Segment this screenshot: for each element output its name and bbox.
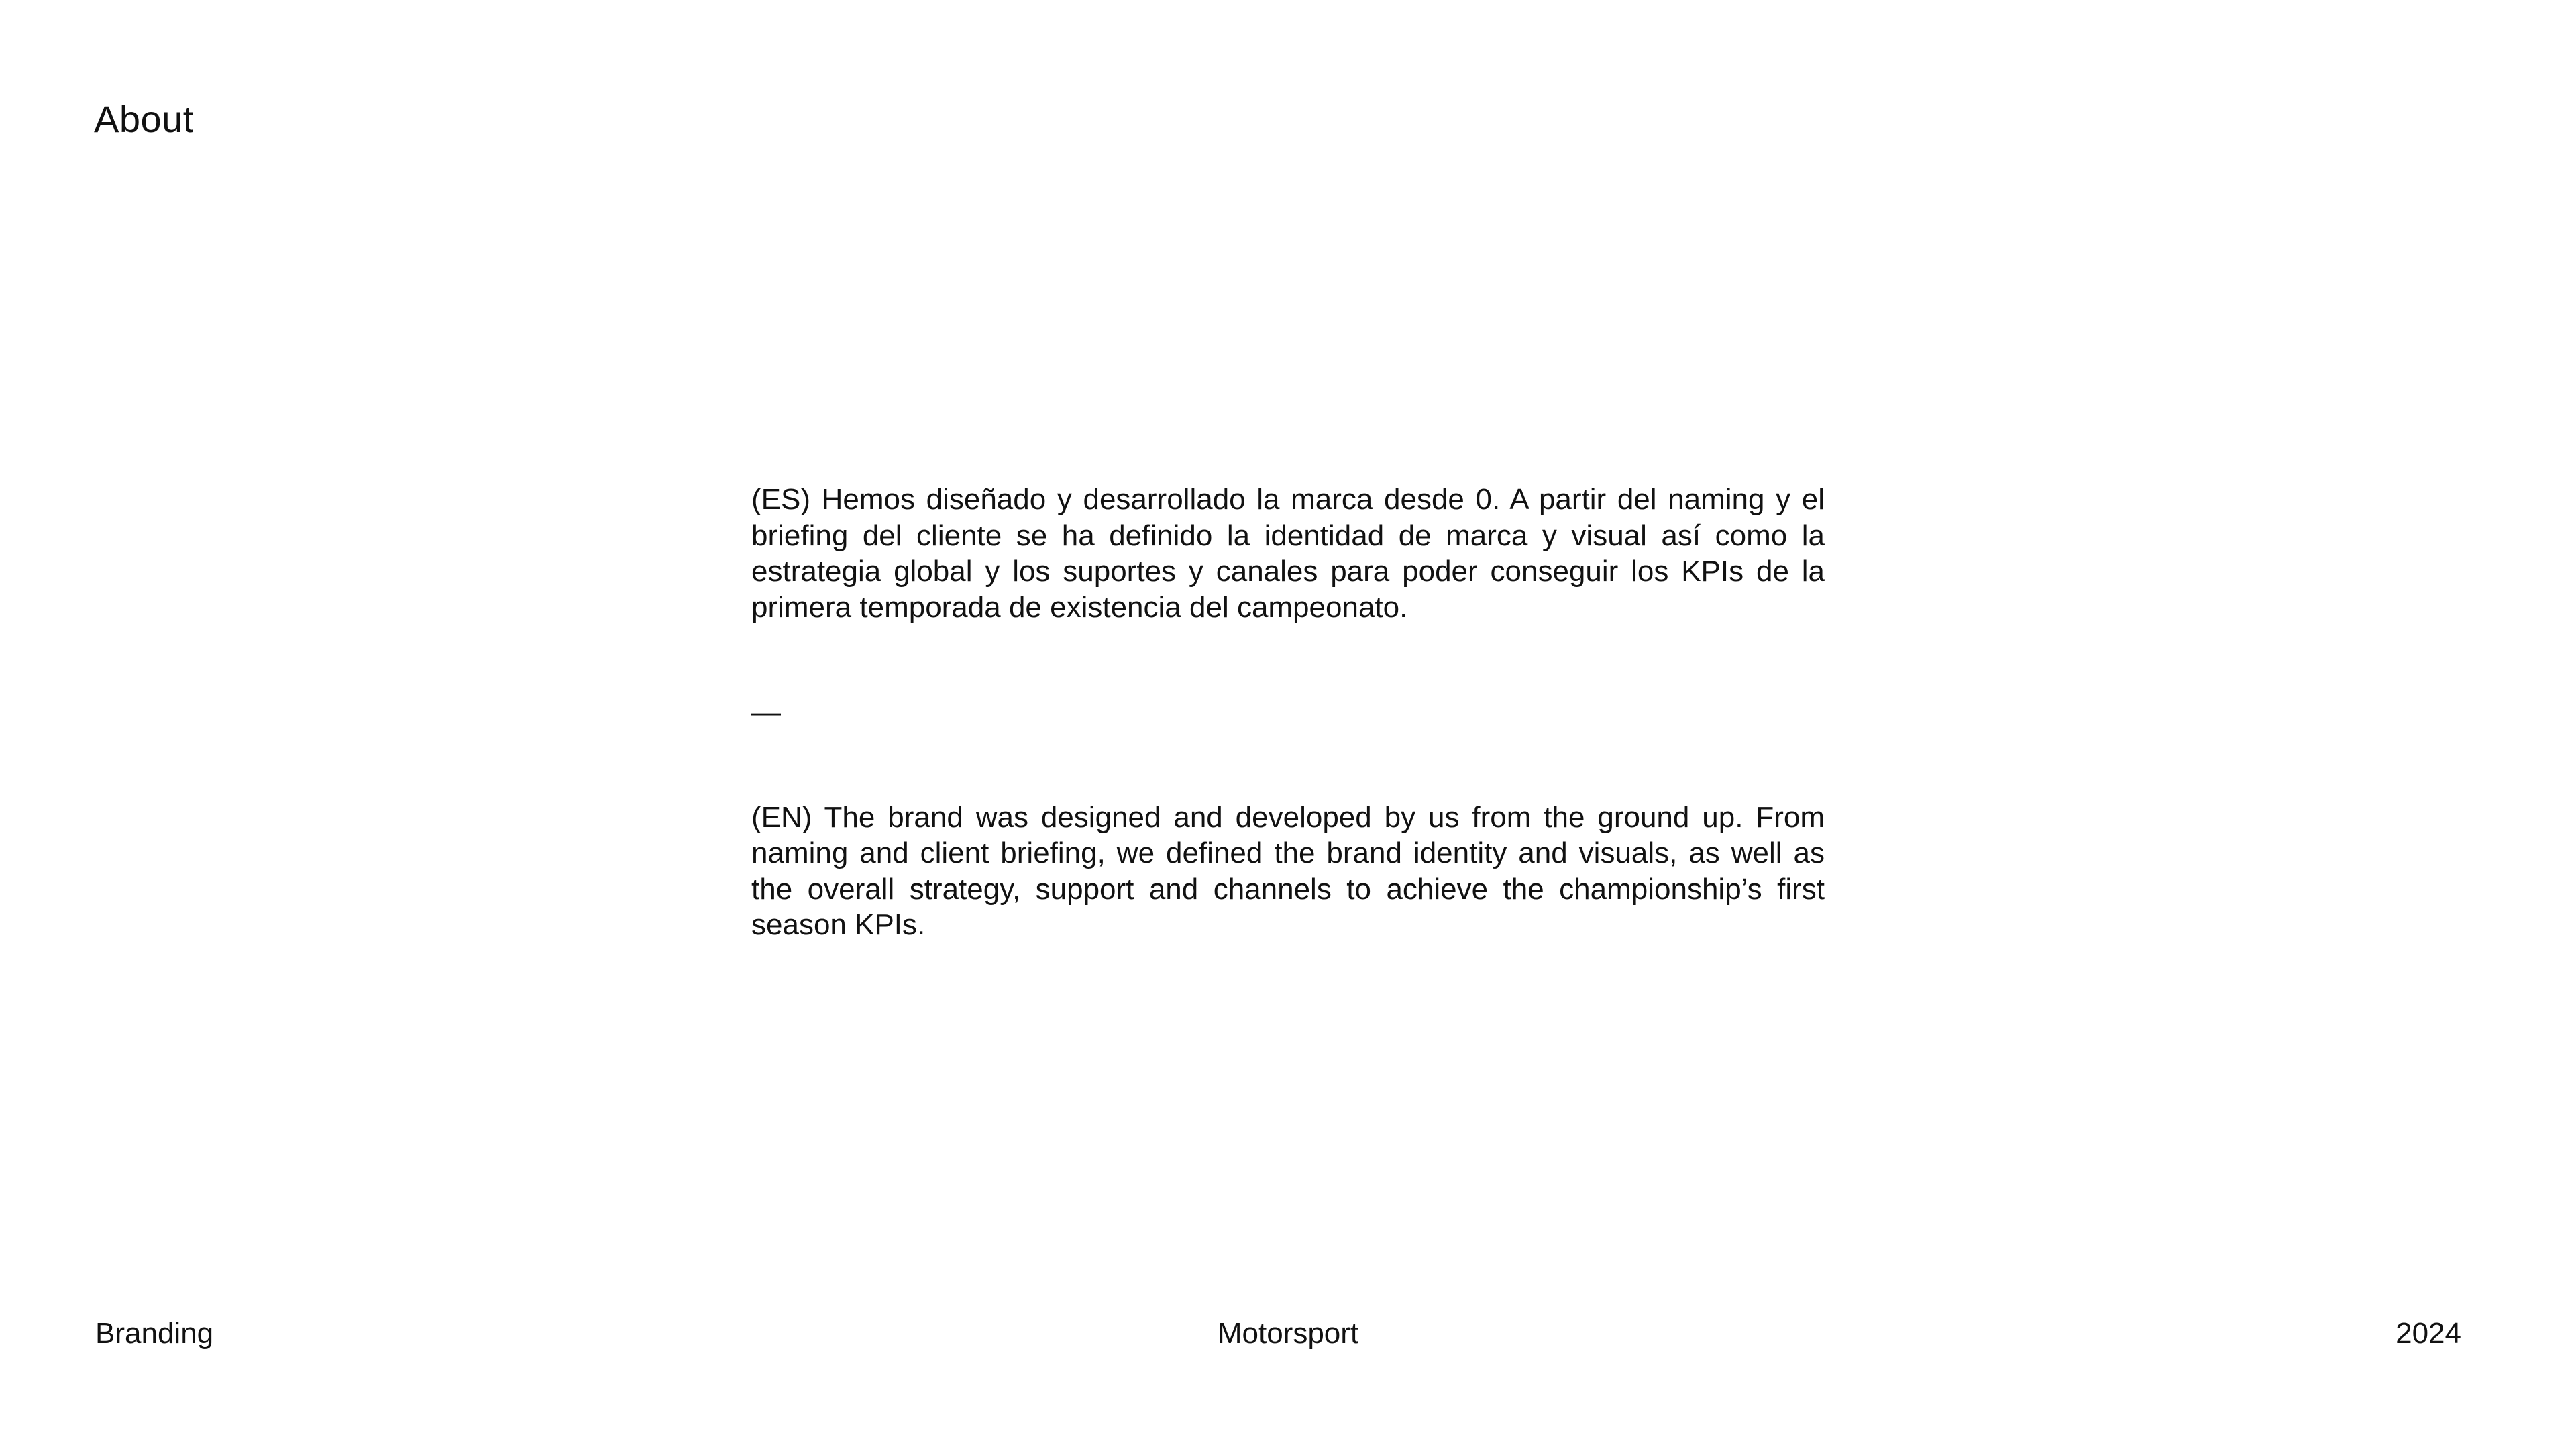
footer-year: 2024 [2396, 1317, 2461, 1350]
paragraph-spanish: (ES) Hemos diseñado y desarrollado la marca desde 0. A partir del naming y el briefing del cliente se ha definido la identidad de marca y visual así como la estrategia global y los suportes y canales para poder conseguir los KPIs de la primera temporada de existencia del campeonato. [751, 483, 1825, 624]
footer-sector: Motorsport [1217, 1317, 1359, 1350]
paragraph-english: (EN) The brand was designed and developed by us from the ground up. From naming and client briefing, we defined the brand identity and visuals, as well as the overall strategy, support and channels to achieve the championship’s first season KPIs. [751, 800, 1825, 941]
page-title: About [94, 98, 194, 140]
footer-category: Branding [95, 1317, 214, 1350]
separator-dash: — [751, 696, 781, 729]
about-text-block [751, 482, 1825, 943]
